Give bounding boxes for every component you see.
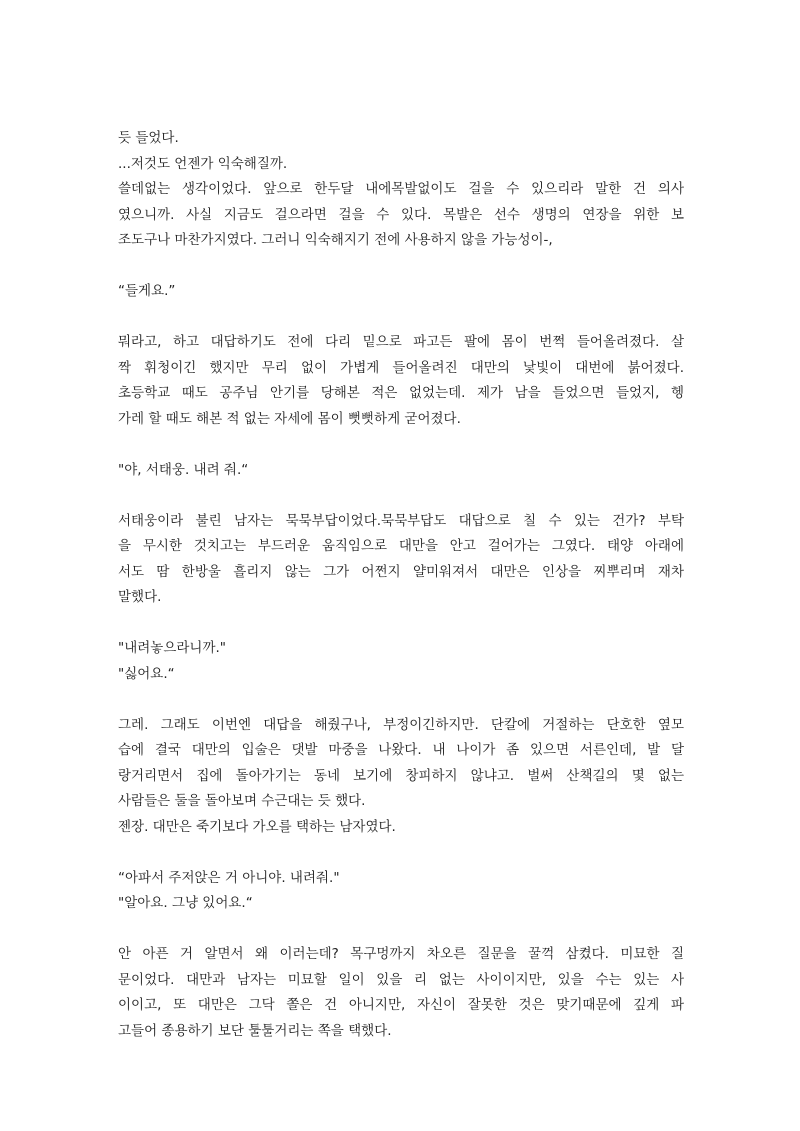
text-line: 을 무시한 것치고는 부드러운 움직임으로 대만을 안고 걸어가는 그였다. 태양 아래에 [118, 538, 684, 554]
dialogue-line: "알아요. 그냥 있어요.“ [118, 895, 253, 911]
text-line: 젠장. 대만은 죽기보다 가오를 택하는 남자였다. [118, 818, 396, 835]
dialogue-line: “들게요.” [118, 283, 176, 299]
text-line: 쓸데없는 생각이었다. 앞으로 한두달 내에목발없이도 걸을 수 있으리라 말한 건 의사 [118, 181, 684, 197]
text-line: 고들어 종용하기 보단 툴툴거리는 쪽을 택했다. [118, 1022, 392, 1039]
text-line: 말했다. [118, 589, 162, 605]
paragraph-gap [118, 840, 684, 866]
text-line: 가레 할 때도 해본 적 없는 자세에 몸이 뻣뻣하게 굳어졌다. [118, 410, 461, 427]
paragraph-gap [118, 917, 684, 943]
paragraph-gap [118, 611, 684, 637]
text-line: 뭐라고, 하고 대답하기도 전에 다리 밑으로 파고든 팔에 몸이 번쩍 들어올려졌다. 살 [118, 334, 684, 350]
paragraph-gap [118, 432, 684, 458]
text-line: 그레. 그래도 이번엔 대답을 해줬구나, 부정이긴하지만. 단칼에 거절하는 단호한 옆모 [118, 716, 684, 733]
text-line: 였으니까. 사실 지금도 걸으라면 걸을 수 있다. 목발은 선수 생명의 연장을 위한 보 [118, 206, 684, 223]
paragraph-gap [118, 305, 684, 331]
paragraph-gap [118, 254, 684, 280]
text-line: 짝 휘청이긴 했지만 무리 없이 가볍게 들어올려진 대만의 낯빛이 대번에 붉어졌다. [118, 359, 684, 376]
text-line: 사람들은 둘을 돌아보며 수근대는 듯 했다. [118, 793, 366, 809]
paragraph-gap [118, 687, 684, 713]
text-line: 안 아픈 거 알면서 왜 이러는데? 목구멍까지 차오른 질문을 꿀꺽 삼켰다. 미묘한 질 [118, 946, 684, 962]
text-line: 습에 결국 대만의 입술은 댓발 마중을 나왔다. 내 나이가 좀 있으면 서른인데, 발 달 [118, 742, 684, 758]
dialogue-line: "싫어요.“ [118, 665, 175, 682]
text-line: 서태웅이라 불린 남자는 묵묵부답이었다.묵묵부답도 대답으로 칠 수 있는 건가? 부탁 [118, 512, 684, 529]
text-line: 랑거리면서 집에 돌아가기는 동네 보기에 창피하지 않냐고. 벌써 산책길의 몇 없는 [118, 767, 684, 784]
document-page [118, 126, 684, 1044]
text-line: 초등학교 때도 공주님 안기를 당해본 적은 없었는데. 제가 남을 들었으면 들었지, 헹 [118, 385, 684, 401]
dialogue-line: "내려놓으라니까." [118, 640, 226, 656]
text-line: 문이었다. 대만과 남자는 미묘할 일이 있을 리 없는 사이이지만, 있을 수는 있는 사 [118, 971, 684, 988]
text-line: ...저것도 언젠가 익숙해질까. [118, 155, 288, 172]
text-line: 듯 들었다. [118, 130, 179, 146]
paragraph-gap [118, 483, 684, 509]
dialogue-line: "야, 서태웅. 내려 줘.“ [118, 461, 249, 478]
dialogue-line: “아파서 주저앉은 거 아니야. 내려줘." [118, 869, 340, 886]
text-line: 서도 땀 한방울 흘리지 않는 그가 어쩐지 얄미워져서 대만은 인상을 찌뿌리며 재차 [118, 563, 684, 580]
text-line: 이이고, 또 대만은 그닥 쫄은 건 아니지만, 자신이 잘못한 것은 맞기때문에 깊게 파 [118, 997, 684, 1013]
text-line: 조도구나 마찬가지였다. 그러니 익숙해지기 전에 사용하지 않을 가능성이-, [118, 232, 553, 248]
